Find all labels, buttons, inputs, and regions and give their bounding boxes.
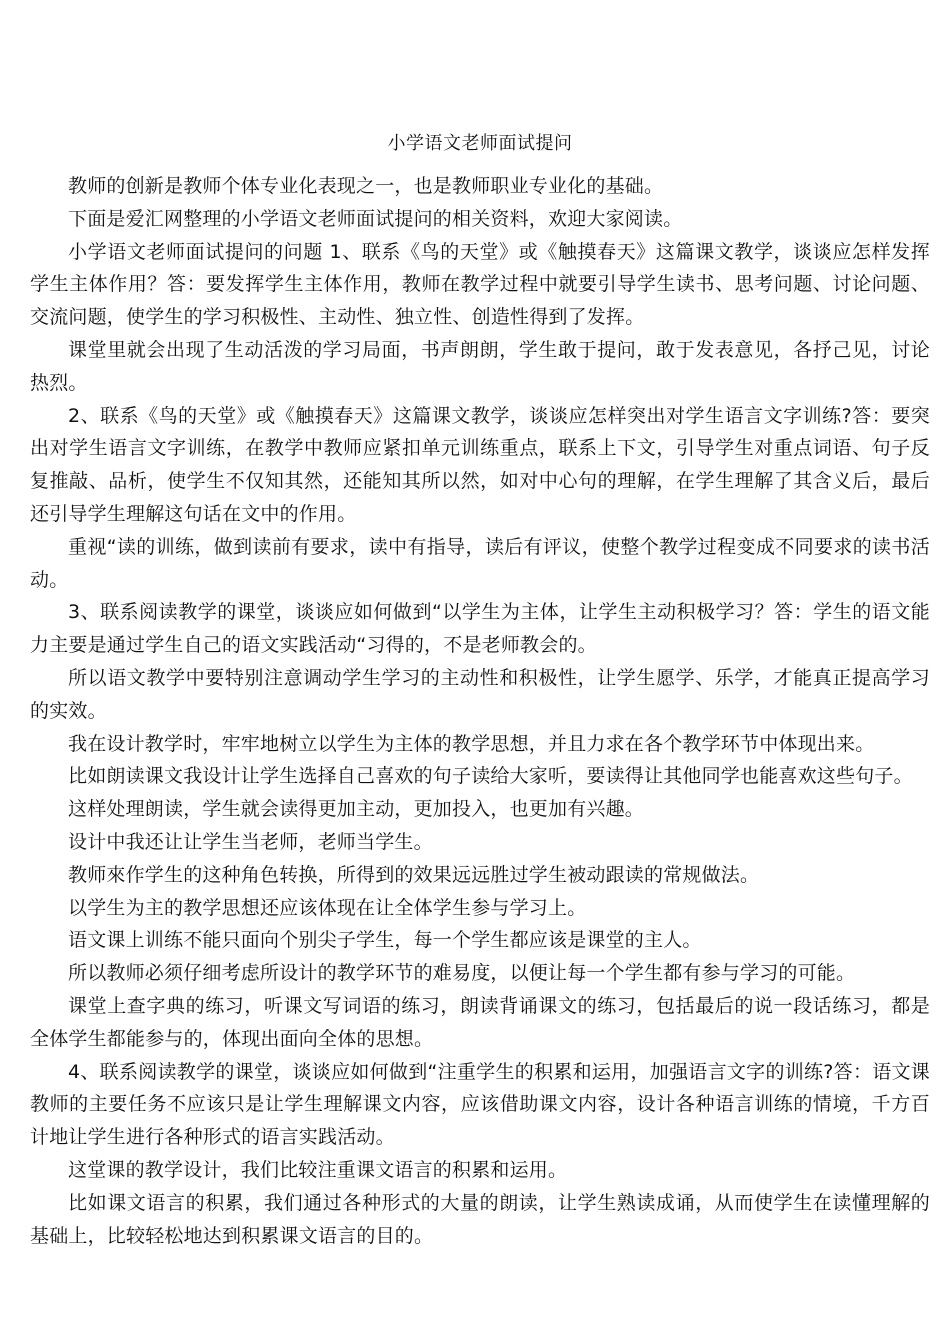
paragraph-15: 语文课上训练不能只面向个别尖子学生，每一个学生都应该是课堂的主人。 <box>68 929 702 952</box>
paragraph-10: 比如朗读课文我设计让学生选择自己喜欢的句子读给大家听，要读得让其他同学也能喜欢这些句子。 <box>68 765 913 788</box>
paragraph-16: 所以教师必须仔细考虑所设计的教学环节的难易度，以便让每一个学生都有参与学习的可能。 <box>68 962 856 985</box>
paragraph-17: 课堂上查字典的练习，听课文写词语的练习，朗读背诵课文的练习，包括最后的说一段话练习，都是全体学生都能参与的，体现出面向全体的思想。 <box>30 994 930 1050</box>
paragraph-19: 这堂课的教学设计，我们比较注重课文语言的积累和运用。 <box>68 1158 568 1181</box>
paragraph-12: 设计中我还让让学生当老师，老师当学生。 <box>68 830 433 853</box>
paragraph-5: 2、联系《鸟的天堂》或《触摸春天》这篇课文教学，谈谈应怎样突出对学生语言文字训练?答：要突出对学生语言文字训练，在教学中教师应紧扣单元训练重点，联系上下文，引导学生对重点词语、句子反复推敲、品析，使学生不仅知其然，还能知其所以然，如对中心句的理解，在学生理解了其含义后，最后还引导学生理解这句话在文中的作用。 <box>30 404 930 525</box>
paragraph-3: 小学语文老师面试提问的问题 1、联系《鸟的天堂》或《触摸春天》这篇课文教学，谈谈应怎样发挥学生主体作用？答：要发挥学生主体作用，教师在教学过程中就要引导学生读书、思考问题、讨论问题、交流问题，使学生的学习积极性、主动性、独立性、创造性得到了发挥。 <box>30 240 930 329</box>
paragraph-20: 比如课文语言的积累，我们通过各种形式的大量的朗读，让学生熟读成诵，从而使学生在读懂理解的基础上，比较轻松地达到积累课文语言的目的。 <box>30 1191 930 1247</box>
paragraph-13: 教师來作学生的这种角色转换，所得到的效果远远胜过学生被动跟读的常规做法。 <box>68 863 760 886</box>
paragraph-18: 4、联系阅读教学的课堂，谈谈应如何做到“注重学生的积累和运用，加强语言文字的训练?答：语文课教师的主要任务不应该只是让学生理解课文内容，应该借助课文内容，设计各种语言训练的情境，千方百计地让学生进行各种形式的语言实践活动。 <box>30 1060 930 1149</box>
paragraph-2: 下面是爱汇网整理的小学语文老师面试提问的相关资料，欢迎大家阅读。 <box>68 207 683 230</box>
paragraph-11: 这样处理朗读，学生就会读得更加主动，更加投入，也更加有兴趣。 <box>68 798 645 821</box>
paragraph-1: 教师的创新是教师个体专业化表现之一，也是教师职业专业化的基础。 <box>68 175 664 197</box>
paragraph-14: 以学生为主的教学思想还应该体现在让全体学生参与学习上。 <box>68 896 587 919</box>
paragraph-7: 3、联系阅读教学的课堂，谈谈应如何做到“以学生为主体，让学生主动积极学习？答：学生的语文能力主要是通过学生自己的语文实践活动“习得的，不是老师教会的。 <box>30 601 930 657</box>
document-title: 小学语文老师面试提问 <box>387 133 573 154</box>
paragraph-6: 重视“读的训练，做到读前有要求，读中有指导，读后有评议，使整个教学过程变成不同要求的读书活动。 <box>30 535 930 591</box>
document-page <box>30 128 930 1252</box>
paragraph-9: 我在设计教学时，牢牢地树立以学生为主体的教学思想，并且力求在各个教学环节中体现出来。 <box>68 732 875 755</box>
paragraph-8: 所以语文教学中要特别注意调动学生学习的主动性和积极性，让学生愿学、乐学，才能真正提高学习的实效。 <box>30 666 930 722</box>
paragraph-4: 课堂里就会出现了生动活泼的学习局面，书声朗朗，学生敢于提问，敢于发表意见，各抒己见，讨论热烈。 <box>30 338 930 394</box>
